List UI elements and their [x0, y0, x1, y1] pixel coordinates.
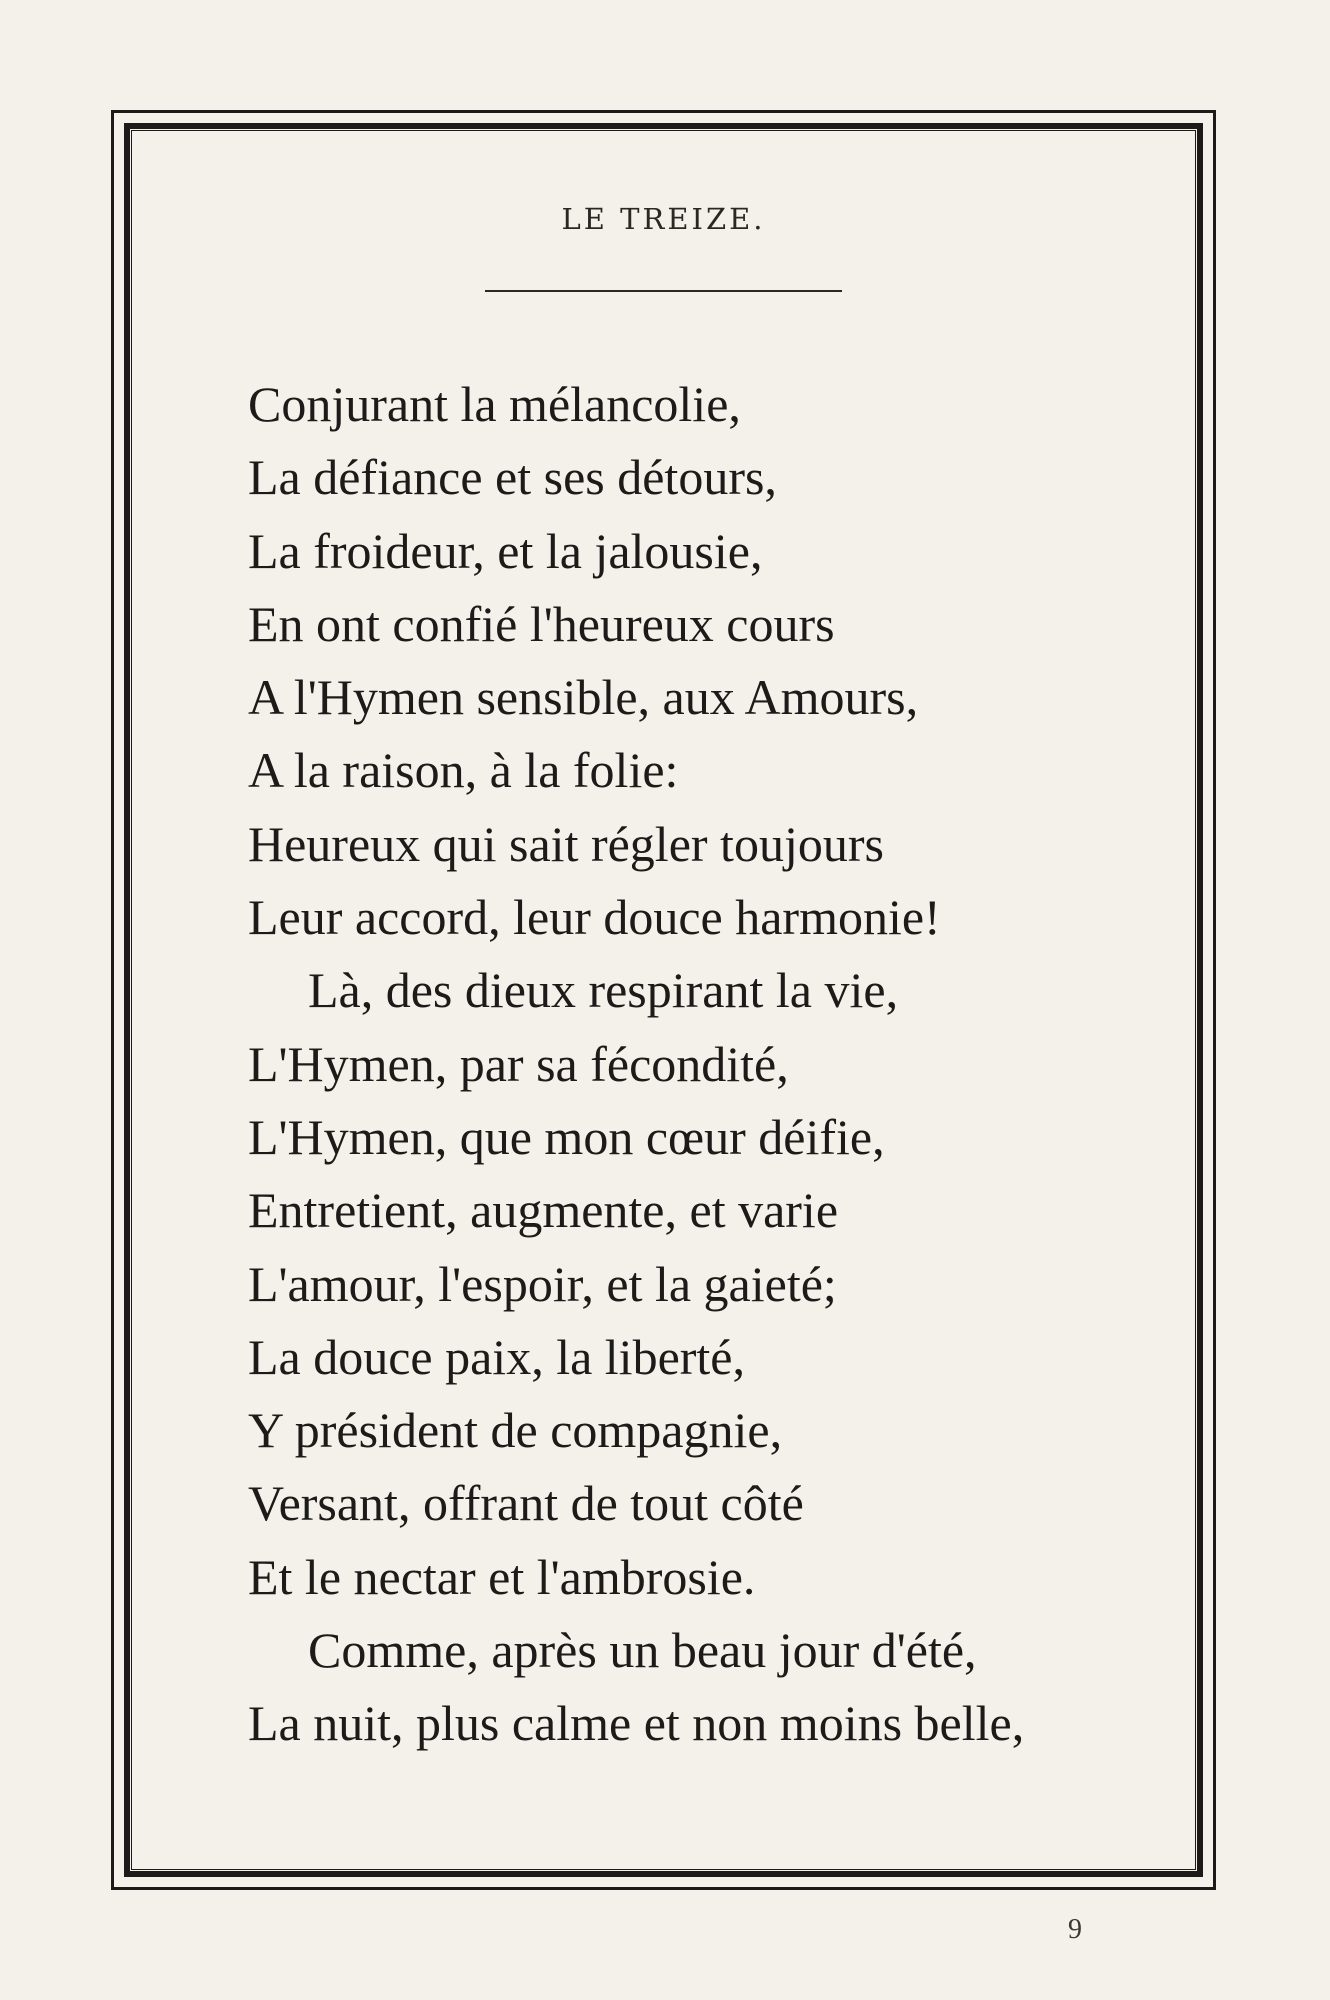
- verse-line: La douce paix, la liberté,: [248, 1328, 745, 1385]
- verse-line: Leur accord, leur douce harmonie!: [248, 889, 941, 946]
- verse-line: L'Hymen, que mon cœur déifie,: [248, 1108, 885, 1165]
- verse-line: Heureux qui sait régler toujours: [248, 815, 884, 872]
- poem-title: LE TREIZE.: [561, 202, 766, 236]
- verse-line: L'amour, l'espoir, et la gaieté;: [248, 1255, 837, 1312]
- verse-line: A l'Hymen sensible, aux Amours,: [248, 669, 919, 726]
- verse-line: En ont confié l'heureux cours: [248, 595, 835, 652]
- verse-line: Et le nectar et l'ambrosie.: [248, 1548, 756, 1605]
- verse-line: Là, des dieux respirant la vie,: [308, 962, 899, 1019]
- verse-line: L'Hymen, par sa fécondité,: [248, 1035, 789, 1092]
- verse-line: Versant, offrant de tout côté: [248, 1475, 804, 1532]
- verse-line: Entretient, augmente, et varie: [248, 1182, 839, 1239]
- verse-line: La défiance et ses détours,: [248, 449, 777, 506]
- page-content: [131, 130, 1196, 1870]
- verse-line: Y président de compagnie,: [248, 1402, 783, 1459]
- verse-line: Conjurant la mélancolie,: [248, 376, 741, 432]
- poem-body: [248, 368, 1168, 1761]
- verse-line: A la raison, à la folie:: [248, 742, 679, 799]
- title-rule: [485, 290, 842, 292]
- verse-line: La froideur, et la jalousie,: [248, 522, 763, 579]
- verse-line: La nuit, plus calme et non moins belle,: [248, 1695, 1025, 1752]
- verse-line: Comme, après un beau jour d'été,: [308, 1622, 977, 1679]
- page-number: 9: [1068, 1914, 1082, 1945]
